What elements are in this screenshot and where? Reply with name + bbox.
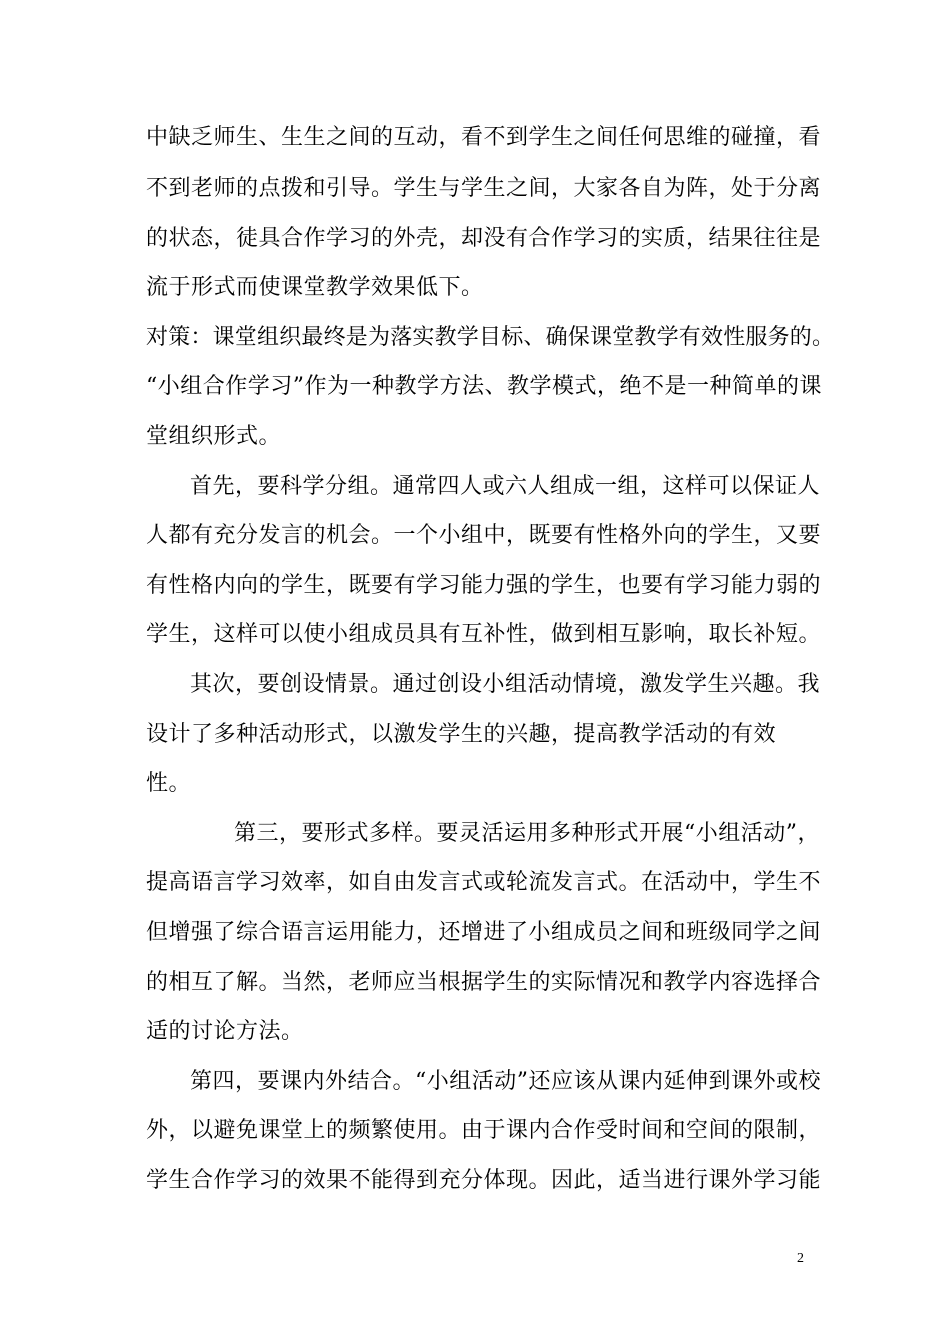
text-line: 外，以避免课堂上的频繁使用。由于课内合作受时间和空间的限制， (146, 1118, 822, 1143)
text-line: 学生合作学习的效果不能得到充分体现。因此，适当进行课外学习能 (146, 1168, 822, 1193)
text-line: 流于形式而使课堂教学效果低下。 (146, 275, 484, 300)
page-number: 2 (797, 1251, 804, 1266)
text-line: 堂组织形式。 (146, 424, 282, 449)
paragraph-first-line: 其次，要创设情景。通过创设小组活动情境，激发学生兴趣。我 (190, 672, 821, 697)
text-line: 提高语言学习效率，如自由发言式或轮流发言式。在活动中，学生不 (146, 870, 822, 895)
paragraph-first-line: 第四，要课内外结合。“小组活动”还应该从课内延伸到课外或校 (190, 1069, 821, 1094)
text-line: 学生，这样可以使小组成员具有互补性，做到相互影响，取长补短。 (146, 622, 822, 647)
text-line: 但增强了综合语言运用能力，还增进了小组成员之间和班级同学之间 (146, 920, 822, 945)
text-line: 有性格内向的学生，既要有学习能力强的学生，也要有学习能力弱的 (146, 573, 822, 598)
text-line: 的相互了解。当然，老师应当根据学生的实际情况和教学内容选择合 (146, 970, 822, 995)
text-line: 适的讨论方法。 (146, 1019, 304, 1044)
text-line: 性。 (146, 771, 192, 796)
text-line: 人都有充分发言的机会。一个小组中，既要有性格外向的学生，又要 (146, 523, 822, 548)
text-line: 不到老师的点拨和引导。学生与学生之间，大家各自为阵，处于分离 (146, 176, 822, 201)
text-line: 设计了多种活动形式，以激发学生的兴趣，提高教学活动的有效 (146, 722, 777, 747)
paragraph-first-line: 首先，要科学分组。通常四人或六人组成一组，这样可以保证人 (190, 474, 821, 499)
text-line: 对策：课堂组织最终是为落实教学目标、确保课堂教学有效性服务的。 (146, 325, 835, 350)
text-line: “小组合作学习”作为一种教学方法、教学模式，绝不是一种简单的课 (146, 374, 822, 399)
text-line: 中缺乏师生、生生之间的互动，看不到学生之间任何思维的碰撞，看 (146, 125, 822, 150)
text-line: 的状态，徒具合作学习的外壳，却没有合作学习的实质，结果往往是 (146, 226, 822, 251)
paragraph-first-line: 第三，要形式多样。要灵活运用多种形式开展“小组活动”， (234, 821, 820, 846)
